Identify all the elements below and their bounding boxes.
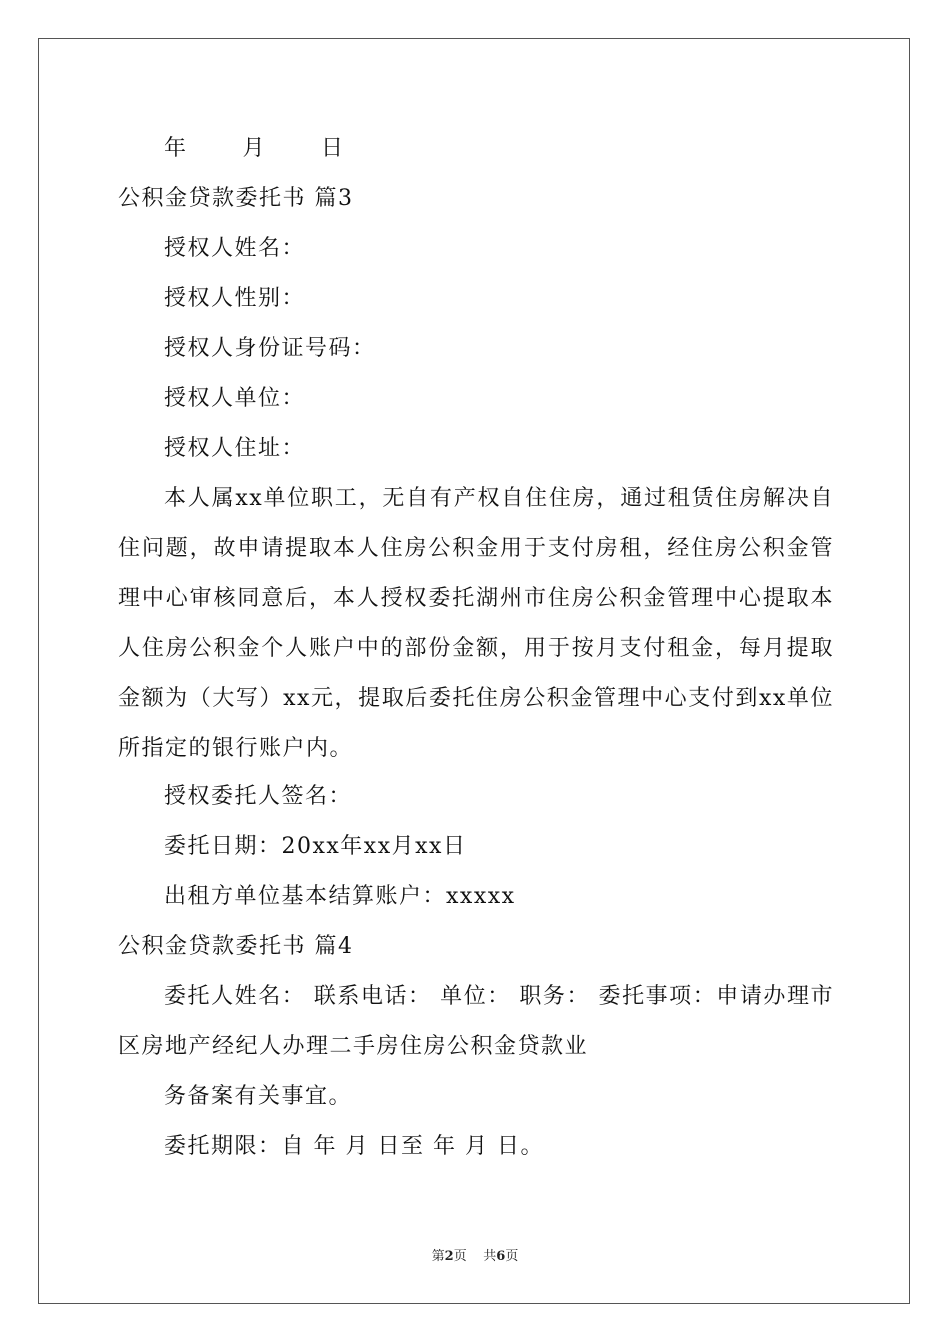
field-grantor-id: 授权人身份证号码： xyxy=(164,336,376,361)
section3-body-paragraph: 本人属xx单位职工，无自有产权自住住房，通过租赁住房解决自住问题，故申请提取本人住房公积金用于支付房租，经住房公积金管理中心审核同意后，本人授权委托湖州市住房公积金管理中心提取本人住房公积金个人账户中的部份金额，用于按月支付租金，每月提取金额为（大写）xx元，提取后委托住房公积金管理中心支付到xx单位所指定的银行账户内。 xyxy=(118,486,834,761)
field-grantor-address: 授权人住址： xyxy=(164,436,306,461)
signature-line: 授权委托人签名： xyxy=(164,784,353,809)
section4-continuation: 务备案有关事宜。 xyxy=(164,1084,353,1109)
footer-total-suffix: 页 xyxy=(505,1249,519,1264)
entrust-date-line: 委托日期：20xx年xx月xx日 xyxy=(164,834,467,859)
footer-page-prefix: 第 xyxy=(431,1249,445,1264)
account-line: 出租方单位基本结算账户：xxxxx xyxy=(164,884,516,909)
footer-page-suffix: 页 xyxy=(453,1249,467,1264)
entrust-period-line: 委托期限：自 年 月 日至 年 月 日。 xyxy=(164,1134,544,1159)
date-month: 月 xyxy=(242,136,267,161)
field-grantor-employer: 授权人单位： xyxy=(164,386,306,411)
page-footer xyxy=(0,1248,950,1266)
date-year: 年 xyxy=(164,136,188,161)
section4-body-paragraph: 委托人姓名： 联系电话： 单位： 职务： 委托事项：申请办理市区房地产经纪人办理二手房住房公积金贷款业 xyxy=(118,984,834,1059)
section3-heading: 公积金贷款委托书 篇3 xyxy=(118,186,354,211)
footer-total-prefix: 共 xyxy=(483,1249,497,1264)
date-line xyxy=(164,134,345,164)
field-grantor-name: 授权人姓名： xyxy=(164,236,306,261)
date-day: 日 xyxy=(321,136,345,161)
section4-heading: 公积金贷款委托书 篇4 xyxy=(118,934,354,959)
field-grantor-gender: 授权人性别： xyxy=(164,286,306,311)
footer-total-pages: 6 xyxy=(496,1249,506,1264)
footer-page-number: 2 xyxy=(444,1249,454,1264)
